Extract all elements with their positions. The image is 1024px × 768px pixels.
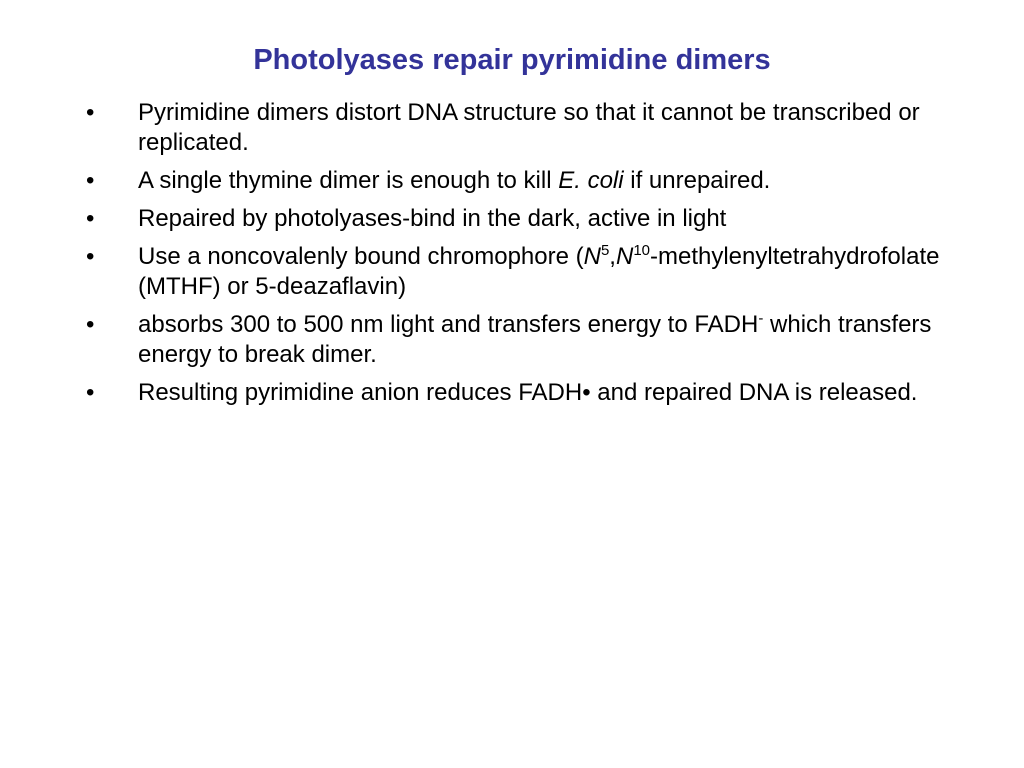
bullet-item (84, 204, 984, 234)
bullet-marker: • (86, 205, 95, 232)
bullet-item (84, 378, 984, 408)
bullet-marker: • (86, 243, 95, 270)
bullet-text: Pyrimidine dimers distort DNA structure so that it cannot be transcribed or replicated. (138, 99, 920, 156)
bullet-item (84, 242, 984, 302)
bullet-text-part: -methylenyltetrahydrofolate (MTHF) or 5-deazaflavin) (138, 243, 940, 300)
bullet-item (84, 166, 984, 196)
bullet-text-part: if unrepaired. (623, 167, 771, 194)
bullet-text-part: which transfers energy to break dimer. (138, 311, 932, 368)
bullet-text: Repaired by photolyases-bind in the dark, active in light (138, 205, 727, 232)
comma: , (609, 243, 616, 270)
slide-title: Photolyases repair pyrimidine dimers (253, 44, 771, 76)
bullet-marker: • (86, 99, 95, 126)
nitrogen-symbol: N (615, 243, 634, 270)
superscript: 10 (633, 242, 650, 259)
bullet-list (84, 98, 984, 416)
bullet-marker: • (86, 167, 95, 194)
superscript: - (758, 310, 764, 327)
bullet-text-part: absorbs 300 to 500 nm light and transfers energy to FADH (138, 311, 759, 338)
bullet-marker: • (86, 311, 95, 338)
bullet-text: Resulting pyrimidine anion reduces FADH• and repaired DNA is released. (138, 379, 918, 406)
bullet-text (138, 167, 770, 194)
bullet-marker: • (86, 379, 95, 406)
bullet-item (84, 98, 984, 158)
bullet-item (84, 310, 984, 370)
organism-name: E. coli (558, 167, 624, 194)
bullet-text (138, 243, 939, 300)
nitrogen-symbol: N (583, 243, 601, 270)
superscript: 5 (600, 242, 610, 259)
bullet-text-part: A single thymine dimer is enough to kill (138, 167, 559, 194)
bullet-text-part: Use a noncovalenly bound chromophore ( (138, 243, 584, 270)
bullet-text (138, 311, 931, 368)
